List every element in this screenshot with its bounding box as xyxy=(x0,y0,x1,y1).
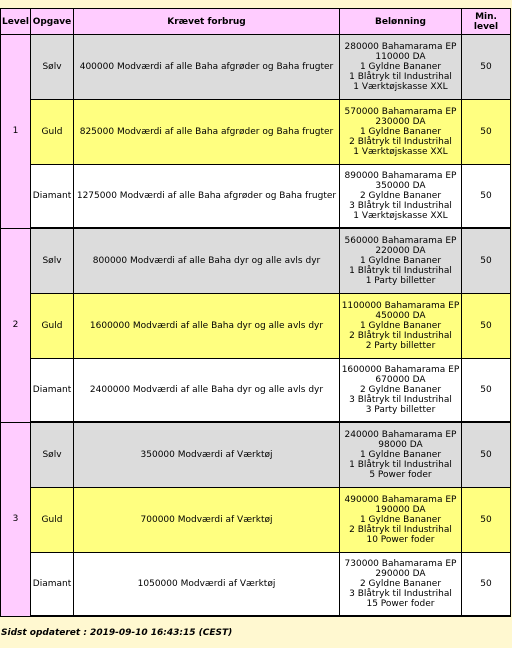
reward-line: 1 Gyldne Bananer xyxy=(359,127,442,137)
reward-line: 110000 DA xyxy=(375,52,426,62)
forbrug-cell: 400000 Modværdi af alle Baha afgrøder og Baha frugter xyxy=(74,35,340,100)
opgave-cell: Guld xyxy=(31,294,74,359)
min-level-cell: 50 xyxy=(462,294,511,359)
last-updated-text: Sidst opdateret : 2019-09-10 16:43:15 (CEST) xyxy=(1,628,233,638)
level-cell: 1 xyxy=(1,35,31,229)
reward-cell xyxy=(340,100,462,165)
min-level-cell: 50 xyxy=(462,488,511,553)
reward-cell xyxy=(340,422,462,488)
table-row xyxy=(1,228,511,294)
table-body xyxy=(1,35,511,617)
reward-line: 730000 Bahamarama EP xyxy=(344,559,457,569)
table-row xyxy=(1,100,511,165)
reward-cell xyxy=(340,165,462,229)
reward-line: 3 Blåtryk til Industrihal xyxy=(349,395,452,405)
reward-line: 3 Blåtryk til Industrihal xyxy=(349,589,452,599)
opgave-cell: Sølv xyxy=(31,228,74,294)
header-forbrug: Krævet forbrug xyxy=(74,9,340,35)
reward-line: 190000 DA xyxy=(375,505,426,515)
reward-cell xyxy=(340,228,462,294)
header-min-level: Min. level xyxy=(462,9,511,35)
reward-cell xyxy=(340,35,462,100)
reward-line: 280000 Bahamarama EP xyxy=(344,42,457,52)
reward-line: 5 Power foder xyxy=(369,470,432,480)
reward-cell xyxy=(340,294,462,359)
opgave-cell: Sølv xyxy=(31,35,74,100)
min-level-cell: 50 xyxy=(462,359,511,423)
forbrug-cell: 800000 Modværdi af alle Baha dyr og alle avls dyr xyxy=(74,228,340,294)
header-row xyxy=(1,9,511,35)
reward-line: 15 Power foder xyxy=(366,599,435,609)
reward-line: 2 Gyldne Bananer xyxy=(359,579,442,589)
header-beloenning: Belønning xyxy=(340,9,462,35)
forbrug-cell: 1050000 Modværdi af Værktøj xyxy=(74,553,340,617)
reward-line: 220000 DA xyxy=(375,246,426,256)
table-row xyxy=(1,35,511,100)
reward-line: 890000 Bahamarama EP xyxy=(344,171,457,181)
reward-line: 2 Gyldne Bananer xyxy=(359,385,442,395)
forbrug-cell: 1600000 Modværdi af alle Baha dyr og alle avls dyr xyxy=(74,294,340,359)
opgave-cell: Diamant xyxy=(31,359,74,423)
min-level-cell: 50 xyxy=(462,553,511,617)
reward-line: 230000 DA xyxy=(375,117,426,127)
reward-line: 2 Party billetter xyxy=(365,341,436,351)
reward-line: 1600000 Bahamarama EP xyxy=(341,365,460,375)
reward-line: 1 Gyldne Bananer xyxy=(359,321,442,331)
table-row xyxy=(1,553,511,617)
min-level-cell: 50 xyxy=(462,228,511,294)
forbrug-cell: 1275000 Modværdi af alle Baha afgrøder og Baha frugter xyxy=(74,165,340,229)
reward-line: 1 Værktøjskasse XXL xyxy=(353,82,448,92)
header-level: Level xyxy=(1,9,31,35)
reward-cell xyxy=(340,359,462,423)
reward-line: 450000 DA xyxy=(375,311,426,321)
level-cell: 2 xyxy=(1,228,31,422)
reward-line: 1100000 Bahamarama EP xyxy=(341,301,460,311)
opgave-cell: Guld xyxy=(31,100,74,165)
reward-line: 350000 DA xyxy=(375,181,426,191)
opgave-cell: Sølv xyxy=(31,422,74,488)
opgave-cell: Guld xyxy=(31,488,74,553)
reward-line: 2 Gyldne Bananer xyxy=(359,191,442,201)
reward-cell xyxy=(340,553,462,617)
reward-line: 670000 DA xyxy=(375,375,426,385)
table-row xyxy=(1,422,511,488)
table-row xyxy=(1,165,511,229)
reward-cell xyxy=(340,488,462,553)
forbrug-cell: 350000 Modværdi af Værktøj xyxy=(74,422,340,488)
reward-line: 1 Gyldne Bananer xyxy=(359,450,442,460)
reward-line: 1 Værktøjskasse XXL xyxy=(353,211,448,221)
reward-line: 2 Blåtryk til Industrihal xyxy=(349,331,452,341)
reward-line: 1 Blåtryk til Industrihal xyxy=(349,266,452,276)
min-level-cell: 50 xyxy=(462,165,511,229)
reward-line: 570000 Bahamarama EP xyxy=(344,107,457,117)
table-row xyxy=(1,359,511,423)
reward-line: 2 Blåtryk til Industrihal xyxy=(349,525,452,535)
reward-line: 1 Gyldne Bananer xyxy=(359,62,442,72)
opgave-cell: Diamant xyxy=(31,165,74,229)
reward-line: 1 Gyldne Bananer xyxy=(359,515,442,525)
rewards-table xyxy=(0,8,511,617)
reward-line: 98000 DA xyxy=(378,440,423,450)
reward-line: 3 Party billetter xyxy=(365,405,436,415)
reward-line: 1 Blåtryk til Industrihal xyxy=(349,460,452,470)
reward-line: 3 Blåtryk til Industrihal xyxy=(349,201,452,211)
reward-line: 2 Blåtryk til Industrihal xyxy=(349,137,452,147)
reward-line: 290000 DA xyxy=(375,569,426,579)
min-level-cell: 50 xyxy=(462,100,511,165)
table-row xyxy=(1,294,511,359)
header-opgave: Opgave xyxy=(31,9,74,35)
reward-line: 1 Gyldne Bananer xyxy=(359,256,442,266)
reward-line: 10 Power foder xyxy=(366,535,435,545)
forbrug-cell: 700000 Modværdi af Værktøj xyxy=(74,488,340,553)
min-level-cell: 50 xyxy=(462,35,511,100)
reward-line: 240000 Bahamarama EP xyxy=(344,430,457,440)
min-level-cell: 50 xyxy=(462,422,511,488)
table-row xyxy=(1,488,511,553)
opgave-cell: Diamant xyxy=(31,553,74,617)
reward-line: 1 Værktøjskasse XXL xyxy=(353,147,448,157)
forbrug-cell: 825000 Modværdi af alle Baha afgrøder og Baha frugter xyxy=(74,100,340,165)
reward-line: 560000 Bahamarama EP xyxy=(344,236,457,246)
forbrug-cell: 2400000 Modværdi af alle Baha dyr og alle avls dyr xyxy=(74,359,340,423)
reward-line: 1 Blåtryk til Industrihal xyxy=(349,72,452,82)
reward-line: 490000 Bahamarama EP xyxy=(344,495,457,505)
level-cell: 3 xyxy=(1,422,31,616)
reward-line: 1 Party billetter xyxy=(365,276,436,286)
